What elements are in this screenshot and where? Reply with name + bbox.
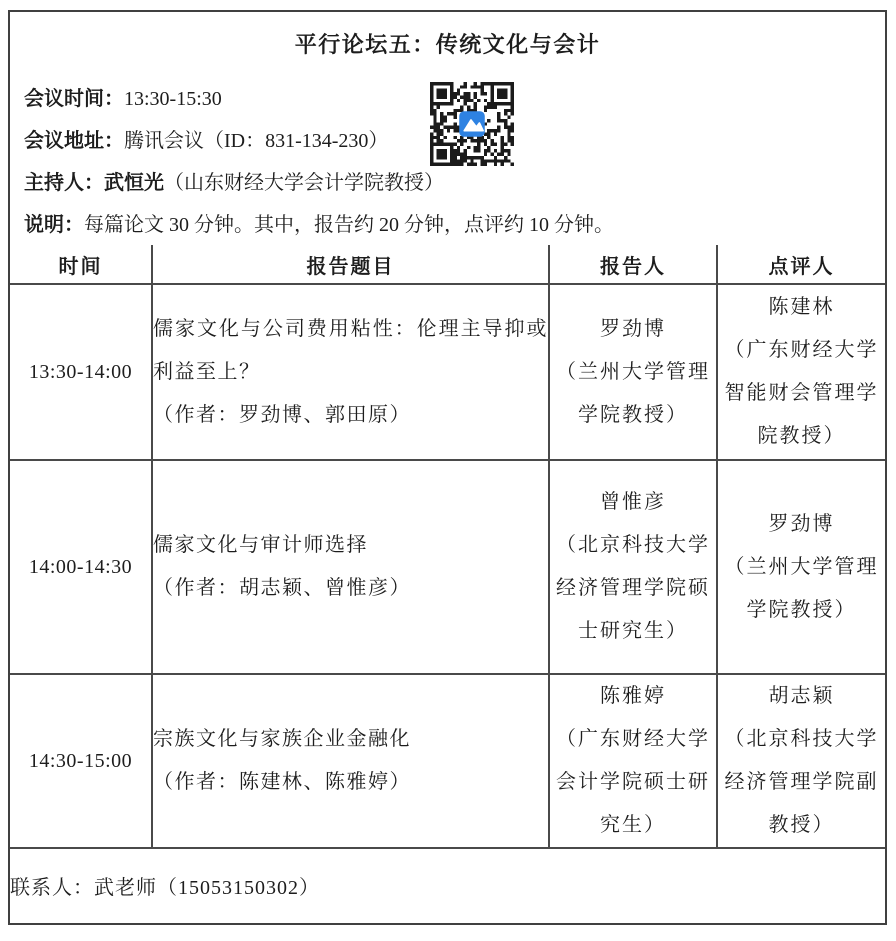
table-row [10,460,885,674]
commenter-cell [717,284,885,460]
presenter-affiliation: （广东财经大学会计学院硕士研究生） [556,728,710,836]
header-row [10,245,885,284]
agenda-page [8,10,887,925]
footer-row [10,848,885,921]
agenda-table [10,245,885,921]
meeting-address-label: 会议地址： [24,130,124,152]
presenter-cell [549,284,717,460]
meeting-time-value: 13:30-15:30 [124,88,222,110]
col-header-commenter: 点评人 [717,245,885,284]
paper-title: 儒家文化与审计师选择 [153,534,368,556]
meeting-time-label: 会议时间： [24,88,124,110]
table-row [10,284,885,460]
note-value: 每篇论文 30 分钟。其中，报告约 20 分钟，点评约 10 分钟。 [84,214,614,236]
paper-title: 儒家文化与公司费用粘性：伦理主导抑或利益至上？ [153,317,548,383]
commenter-name: 胡志颖 [768,685,835,707]
paper-cell [152,284,549,460]
col-header-paper-title: 报告题目 [152,245,549,284]
meeting-address-value: 腾讯会议（ID：831-134-230） [124,130,389,152]
commenter-affiliation: （北京科技大学经济管理学院副教授） [724,728,879,836]
presenter-name: 陈雅婷 [600,685,666,707]
page-title: 平行论坛五：传统文化与会计 [294,32,601,57]
time-cell: 13:30-14:00 [10,284,152,460]
table-row [10,674,885,848]
paper-authors: （作者：胡志颖、曾惟彦） [153,577,411,599]
host-label: 主持人：武恒光 [24,172,164,194]
presenter-affiliation: （北京科技大学经济管理学院硕士研究生） [556,534,710,642]
presenter-name: 罗劲博 [600,317,666,340]
host-line [24,162,614,204]
meeting-time-line [24,78,614,120]
qr-code-image [430,82,514,166]
presenter-cell [549,460,717,674]
presenter-name: 曾惟彦 [600,491,666,513]
col-header-presenter: 报告人 [549,245,717,284]
time-cell: 14:00-14:30 [10,460,152,674]
col-header-time: 时间 [10,245,152,284]
commenter-affiliation: （广东财经大学智能财会管理学院教授） [724,339,879,447]
note-line [24,204,614,246]
commenter-name: 陈建林 [768,296,835,318]
meeting-address-line [24,120,614,162]
presenter-affiliation: （兰州大学管理学院教授） [556,360,710,426]
paper-cell [152,460,549,674]
tencent-meeting-qr-code [430,82,514,166]
paper-cell [152,674,549,848]
host-value: （山东财经大学会计学院教授） [164,172,444,194]
contact-line: 联系人：武老师（15053150302） [10,848,885,921]
commenter-affiliation: （兰州大学管理学院教授） [724,555,879,621]
commenter-cell [717,674,885,848]
commenter-name: 罗劲博 [768,512,835,535]
time-cell: 14:30-15:00 [10,674,152,848]
paper-authors: （作者：陈建林、陈雅婷） [153,771,411,793]
meeting-info [24,78,614,246]
paper-title: 宗族文化与家族企业金融化 [153,728,411,750]
note-label: 说明： [24,214,84,236]
paper-authors: （作者：罗劲博、郭田原） [153,403,411,426]
commenter-cell [717,460,885,674]
presenter-cell [549,674,717,848]
